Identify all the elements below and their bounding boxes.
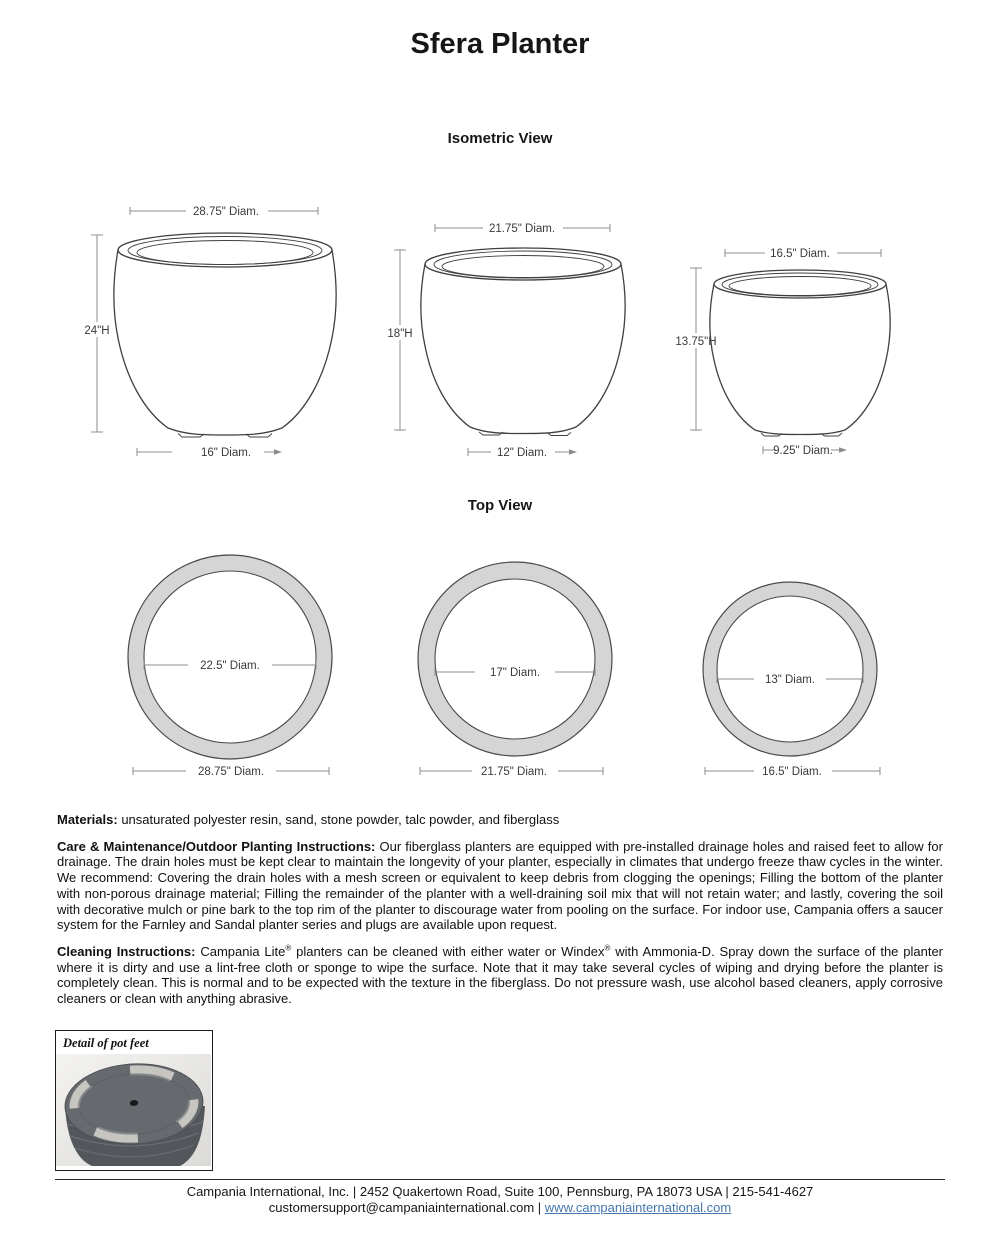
care-paragraph bbox=[57, 839, 943, 933]
outer-diameter-label: 16.5" Diam. bbox=[762, 766, 822, 778]
top-diameter-label: 28.75" Diam. bbox=[192, 206, 260, 218]
inner-diameter-label: 17" Diam. bbox=[489, 667, 541, 679]
isometric-view-heading: Isometric View bbox=[447, 130, 553, 147]
top-view-circle-medium bbox=[417, 561, 613, 783]
outer-diameter-dimension bbox=[420, 766, 603, 778]
care-text: Our fiberglass planters are equipped with pre-installed drainage holes and raised feet to allow for drainage. The drain holes must be kept clear to maintain the longevity of your planter, especially in climates that undergo freeze thaw cycles in the winter. We recommend: Covering the drain holes with a mesh screen or equivalent to keep debris from clogging the openings; Filling the bottom of the planter with non-porous drainage material; Filling the remainder of the planter with a well-draining soil mix that will not retain water; and lastly, covering the soil with decorative mulch or pine bark to the top rim of the planter to discourage water from pooling on the surface. For indoor use, Campania offers a saucer system for the Farnley and Sandal planter series and plugs are available upon request. bbox=[57, 838, 943, 933]
inner-diameter-label: 13" Diam. bbox=[764, 674, 816, 686]
planter-drawing-medium bbox=[375, 212, 625, 468]
materials-text: unsaturated polyester resin, sand, stone powder, talc powder, and fiberglass bbox=[121, 812, 560, 827]
planter-outline bbox=[421, 248, 625, 436]
footer-contact bbox=[0, 1200, 1000, 1215]
top-diameter-label: 16.5" Diam. bbox=[770, 248, 830, 260]
height-label: 18"H bbox=[387, 328, 413, 340]
cleaning-text-2: planters can be cleaned with either water or Windex bbox=[291, 943, 605, 959]
bottom-diameter-dimension bbox=[763, 445, 847, 457]
footer-divider-line bbox=[55, 1179, 945, 1180]
height-label: 13.75"H bbox=[675, 336, 717, 348]
outer-diameter-dimension bbox=[133, 766, 329, 778]
pot-feet-detail-box bbox=[55, 1030, 213, 1171]
materials-label: Materials: bbox=[57, 812, 118, 827]
height-dimension bbox=[671, 268, 721, 430]
outer-diameter-dimension bbox=[705, 766, 880, 778]
registered-mark: ® bbox=[604, 943, 611, 953]
footer-address: Campania International, Inc. | 2452 Quakertown Road, Suite 100, Pennsburg, PA 18073 USA | 215-541-4627 bbox=[186, 1184, 814, 1199]
planter-drawing-large bbox=[58, 196, 343, 468]
pot-feet-caption: Detail of pot feet bbox=[63, 1036, 149, 1050]
cleaning-text-1: Campania Lite bbox=[200, 943, 286, 959]
planter-drawing-small bbox=[645, 236, 895, 468]
pot-feet-photo bbox=[56, 1054, 211, 1166]
bottom-diameter-dimension bbox=[137, 447, 282, 459]
top-view-circle-large bbox=[126, 550, 336, 782]
materials-paragraph bbox=[57, 812, 943, 828]
height-dimension bbox=[76, 235, 118, 432]
bottom-diameter-label: 9.25" Diam. bbox=[773, 445, 833, 457]
planter-outline bbox=[114, 233, 336, 437]
footer-separator: | bbox=[537, 1200, 542, 1215]
bottom-diameter-label: 16" Diam. bbox=[200, 447, 252, 459]
top-diameter-dimension bbox=[130, 206, 318, 218]
outer-diameter-label: 21.75" Diam. bbox=[480, 766, 548, 778]
top-view-heading: Top View bbox=[467, 497, 533, 514]
footer-email: customersupport@campaniainternational.com bbox=[268, 1200, 535, 1215]
top-diameter-label: 21.75" Diam. bbox=[488, 223, 556, 235]
care-label: Care & Maintenance/Outdoor Planting Instructions: bbox=[57, 838, 376, 854]
footer-website-link[interactable]: www.campaniainternational.com bbox=[544, 1200, 732, 1215]
bottom-diameter-dimension bbox=[468, 447, 577, 459]
height-dimension bbox=[380, 250, 420, 430]
page-title: Sfera Planter bbox=[410, 28, 590, 60]
registered-mark: ® bbox=[285, 943, 292, 953]
outer-diameter-label: 28.75" Diam. bbox=[197, 766, 265, 778]
top-diameter-dimension bbox=[435, 223, 610, 235]
cleaning-text-3: with Ammonia-D. Spray down the surface of the planter where it is dirty and use a lint-free cloth or sponge to wipe the surface. Note that it may take several cycles of wiping and drying before the planter is completely clean. This is normal and to be expected with the texture in the fiberglass. Do not pressure wash, use alcohol based cleaners, apply corrosive cleaners or clean with anything abrasive. bbox=[57, 943, 944, 1007]
top-view-circle-small bbox=[702, 581, 882, 783]
top-diameter-dimension bbox=[725, 248, 881, 260]
inner-diameter-label: 22.5" Diam. bbox=[200, 660, 260, 672]
instructions-text-block bbox=[57, 812, 943, 1007]
cleaning-label: Cleaning Instructions: bbox=[57, 943, 196, 959]
height-label: 24"H bbox=[84, 325, 110, 337]
planter-outline bbox=[710, 270, 890, 436]
cleaning-paragraph bbox=[57, 944, 943, 1007]
bottom-diameter-label: 12" Diam. bbox=[496, 447, 548, 459]
